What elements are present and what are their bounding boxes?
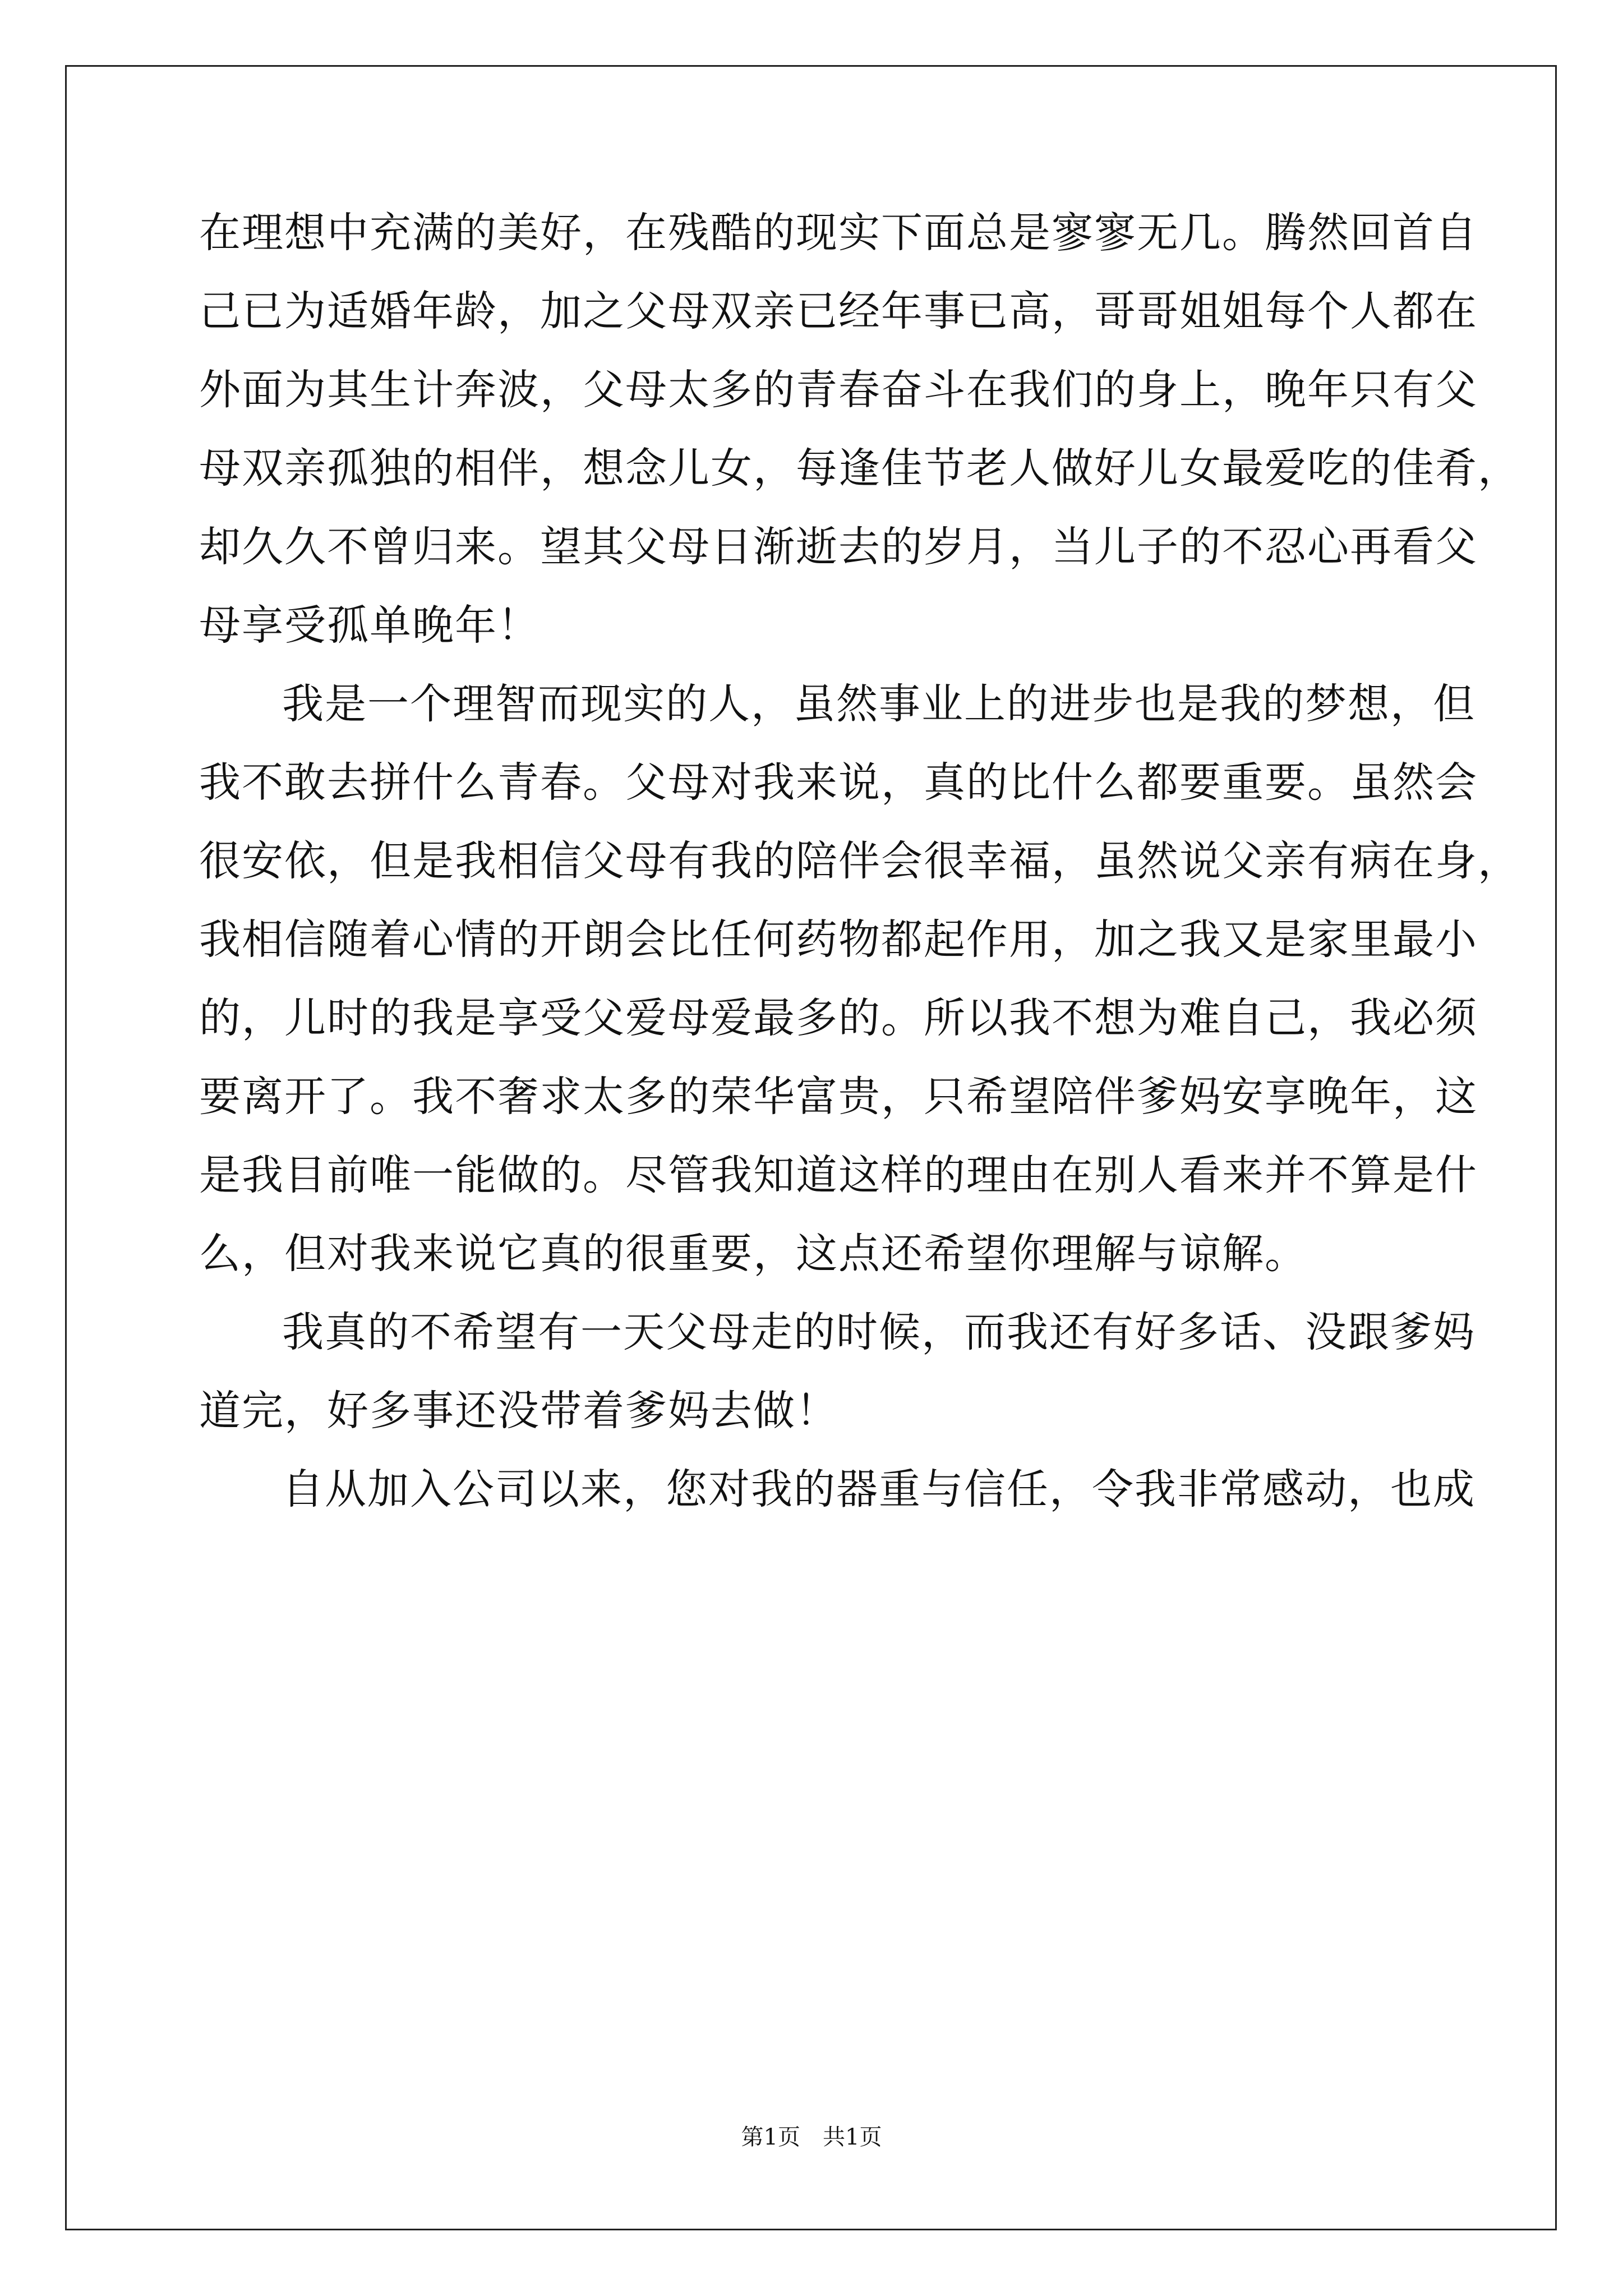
text-line: 是我目前唯一能做的。尽管我知道这样的理由在别人看来并不算是什 [199, 1151, 1478, 1199]
text-line: 自从加入公司以来，您对我的器重与信任，令我非常感动，也成 [282, 1465, 1476, 1513]
page-footer [0, 2120, 1623, 2154]
text-line: 外面为其生计奔波，父母太多的青春奋斗在我们的身上，晚年只有父 [199, 366, 1478, 414]
text-line: 却久久不曾归来。望其父母日渐逝去的岁月，当儿子的不忍心再看父 [199, 523, 1478, 571]
text-line: 么，但对我来说它真的很重要，这点还希望你理解与谅解。 [199, 1230, 1307, 1278]
text-line: 母享受孤单晚年！ [199, 601, 540, 650]
text-line: 道完，好多事还没带着爹妈去做！ [199, 1387, 838, 1435]
text-line: 在理想中充满的美好，在残酷的现实下面总是寥寥无几。腾然回首自 [199, 209, 1478, 257]
text-line: 我相信随着心情的开朗会比任何药物都起作用，加之我又是家里最小 [199, 915, 1478, 964]
text-line: 我是一个理智而现实的人，虽然事业上的进步也是我的梦想，但 [282, 680, 1476, 728]
text-line: 很安依，但是我相信父母有我的陪伴会很幸福，虽然说父亲有病在身， [199, 837, 1520, 885]
text-line: 我真的不希望有一天父母走的时候，而我还有好多话、没跟爹妈 [282, 1308, 1476, 1356]
text-line: 的，儿时的我是享受父爱母爱最多的。所以我不想为难自己，我必须 [199, 994, 1478, 1042]
text-line: 要离开了。我不奢求太多的荣华富贵，只希望陪伴爹妈安享晚年，这 [199, 1073, 1478, 1121]
text-line: 我不敢去拼什么青春。父母对我来说，真的比什么都要重要。虽然会 [199, 758, 1478, 807]
page-total: 共1页 [823, 2124, 882, 2150]
text-line: 己已为适婚年龄，加之父母双亲已经年事已高，哥哥姐姐每个人都在 [199, 287, 1478, 335]
text-line: 母双亲孤独的相伴，想念儿女，每逢佳节老人做好儿女最爱吃的佳肴， [199, 444, 1520, 493]
page-number: 第1页 [741, 2124, 800, 2150]
